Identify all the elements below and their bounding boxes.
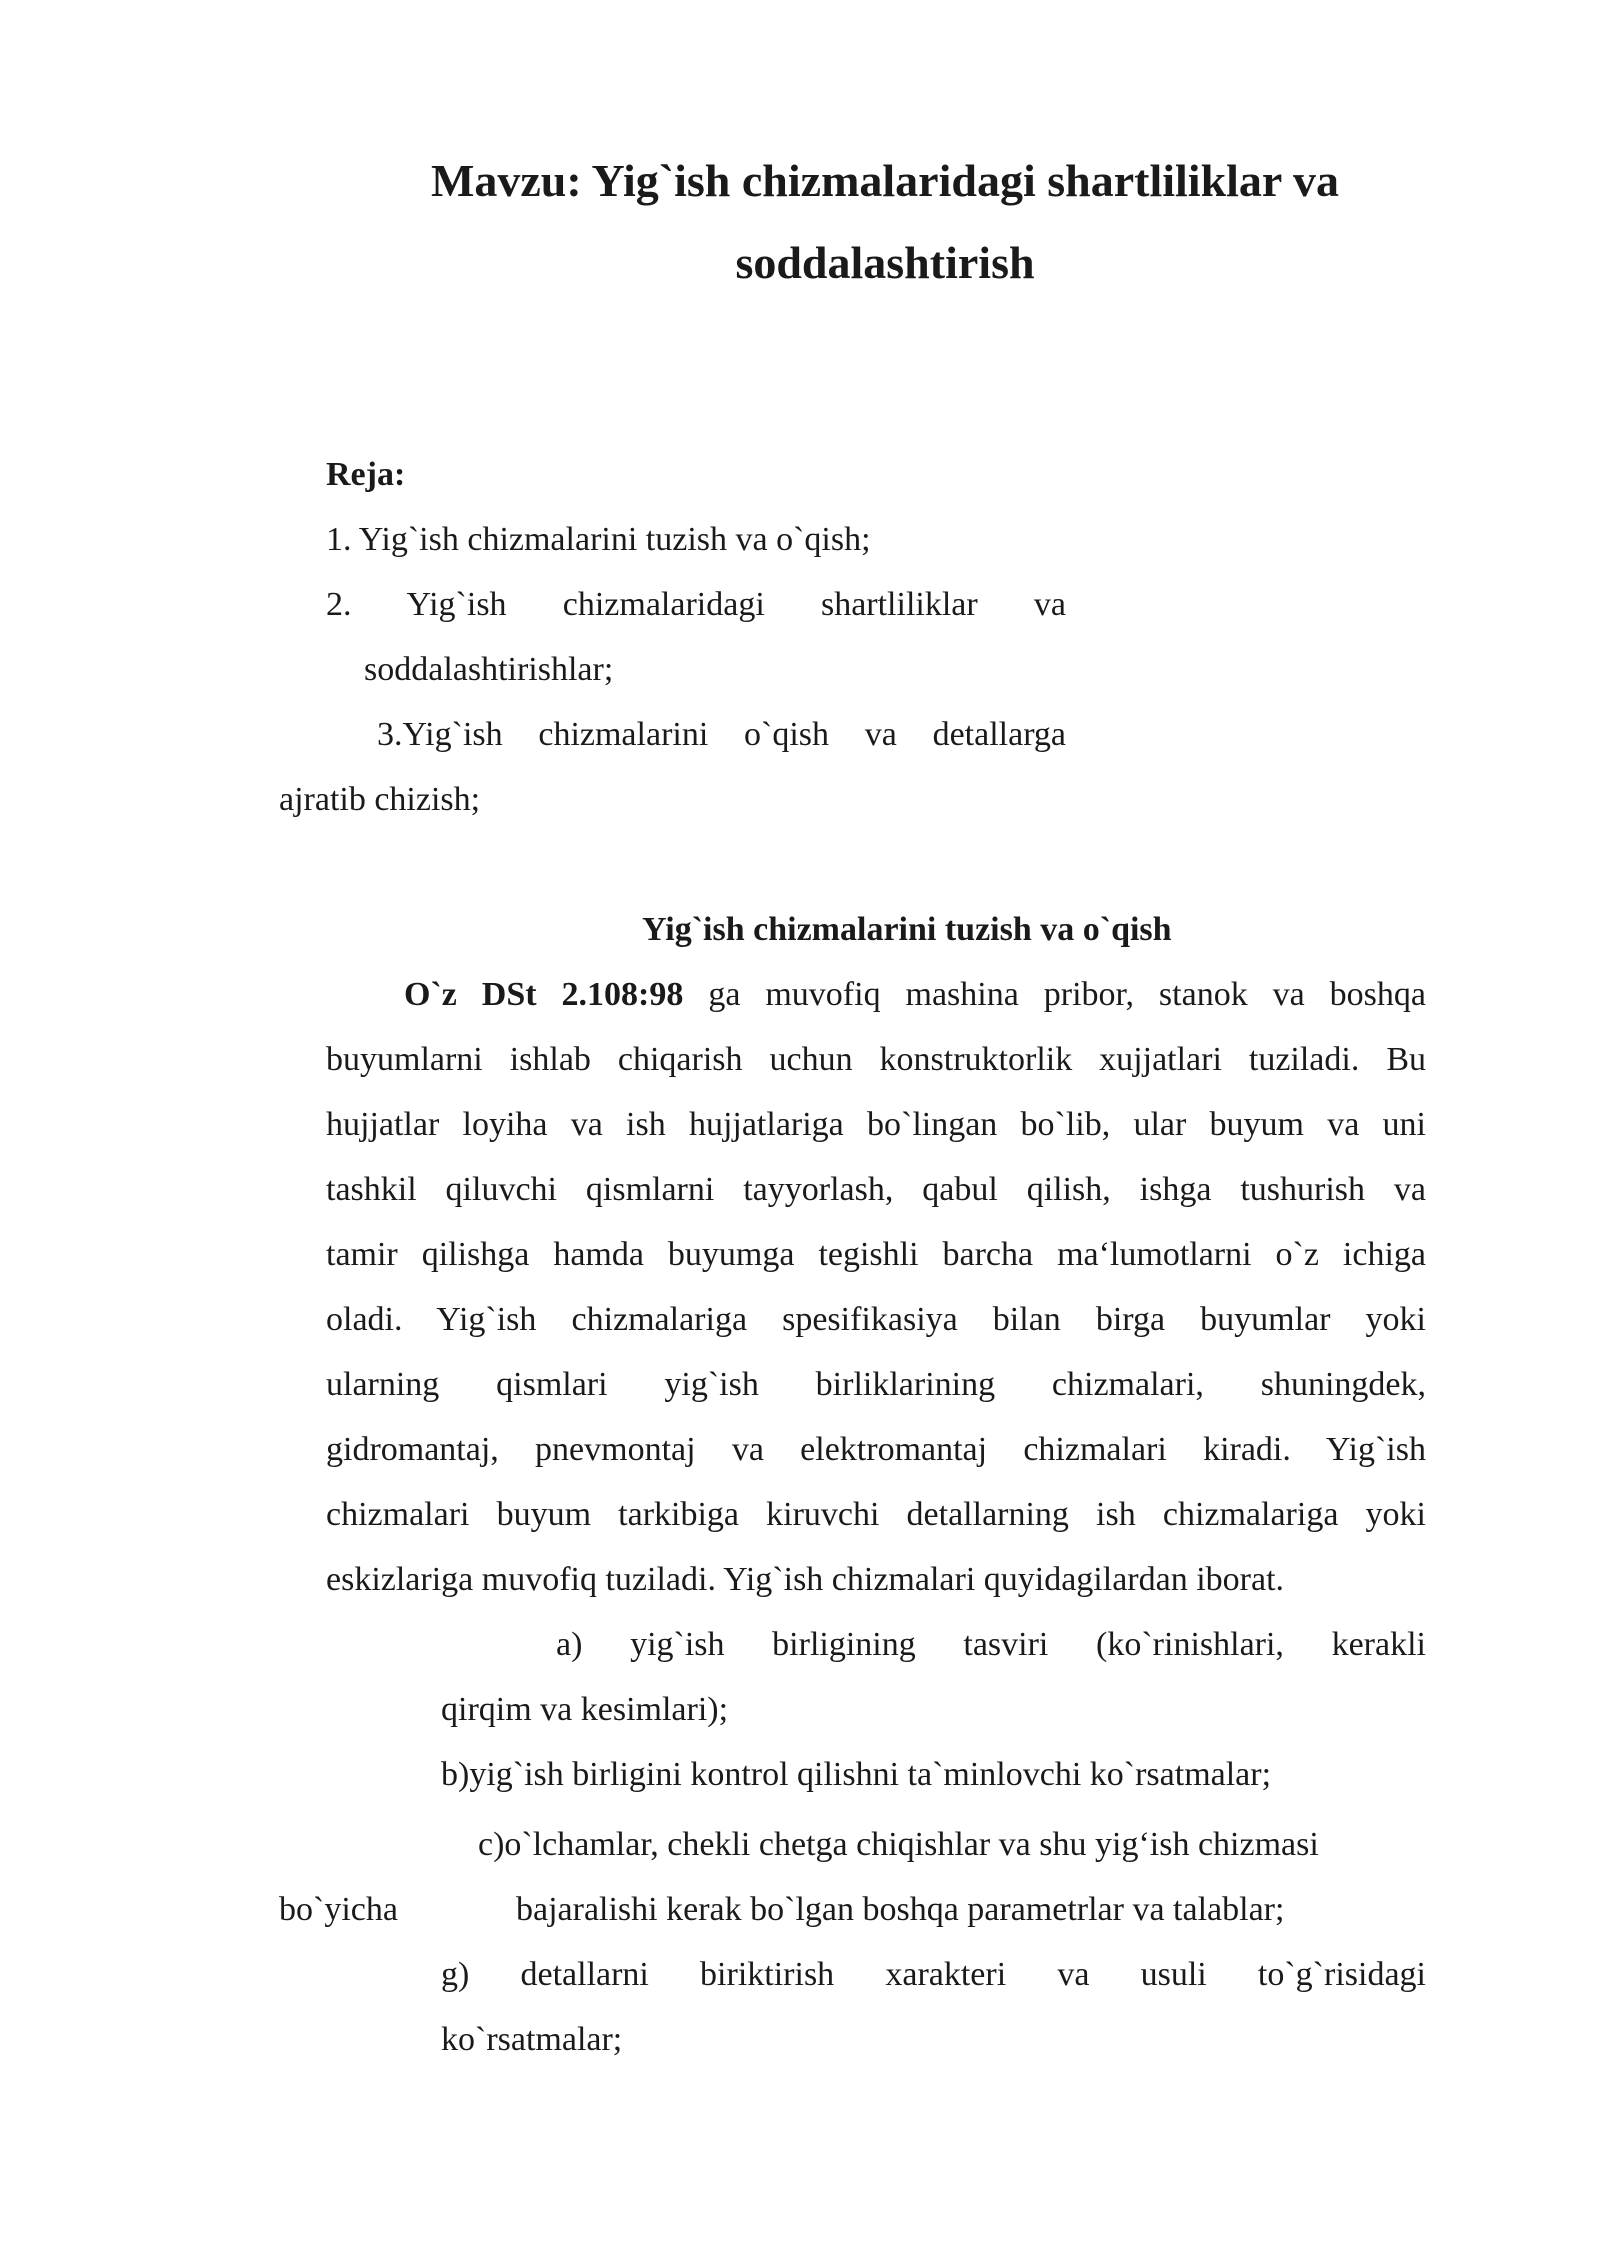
title-line-2: soddalashtirish — [735, 237, 1035, 288]
list-item-c-line-2-right: bajaralishi kerak bo`lgan boshqa parametrlar va talablar; — [516, 1891, 1285, 1928]
list-item-a-line-2: qirqim va kesimlari); — [441, 1691, 729, 1728]
paragraph-line: hujjatlar loyiha va ish hujjatlariga bo`lingan bo`lib, ular buyum va uni — [326, 1106, 1426, 1143]
list-item-g-line-1: g) detallarni biriktirish xarakteri va usuli to`g`risidagi — [441, 1956, 1426, 1993]
paragraph-line: tamir qilishga hamda buyumga tegishli barcha ma‘lumotlarni o`z ichiga — [326, 1236, 1426, 1273]
list-item-a-line-1: a) yig`ish birligining tasviri (ko`rinishlari, kerakli — [556, 1626, 1426, 1663]
plan-heading: Reja: — [326, 456, 406, 493]
paragraph-line: chizmalari buyum tarkibiga kiruvchi detallarning ish chizmalariga yoki — [326, 1496, 1426, 1533]
paragraph-line-1 — [404, 962, 1426, 1027]
plan-item-2-line-1: 2. Yig`ish chizmalaridagi shartliliklar va — [326, 586, 1066, 623]
plan-item-3-line-1: 3.Yig`ish chizmalarini o`qish va detallarga — [377, 716, 1066, 753]
list-item-g-line-2: ko`rsatmalar; — [441, 2021, 623, 2058]
paragraph-line: gidromantaj, pnevmontaj va elektromantaj chizmalari kiradi. Yig`ish — [326, 1431, 1426, 1468]
paragraph-line: buyumlarni ishlab chiqarish uchun konstruktorlik xujjatlari tuziladi. Bu — [326, 1041, 1426, 1078]
plan-item-1: 1. Yig`ish chizmalarini tuzish va o`qish; — [326, 521, 871, 558]
paragraph-last-line: eskizlariga muvofiq tuziladi. Yig`ish chizmalari quyidagilardan iborat. — [326, 1561, 1285, 1598]
paragraph-line: oladi. Yig`ish chizmalariga spesifikasiya bilan birga buyumlar yoki — [326, 1301, 1426, 1338]
list-item-c-line-2-left: bo`yicha — [279, 1891, 398, 1928]
plan-item-2-line-2: soddalashtirishlar; — [364, 651, 614, 688]
paragraph-line-1-text: ga muvofiq mashina pribor, stanok va boshqa — [708, 976, 1427, 1013]
paragraph-line: tashkil qiluvchi qismlarni tayyorlash, qabul qilish, ishga tushurish va — [326, 1171, 1426, 1208]
section-heading: Yig`ish chizmalarini tuzish va o`qish — [642, 911, 1172, 948]
list-item-c-line-1: c)o`lchamlar, chekli chetga chiqishlar va shu yig‘ish chizmasi — [478, 1826, 1319, 1863]
title-line-1: Mavzu: Yig`ish chizmalaridagi shartliliklar va — [430, 155, 1340, 206]
plan-item-3-line-2: ajratib chizish; — [279, 781, 481, 818]
paragraph-line: ularning qismlari yig`ish birliklarining chizmalari, shuningdek, — [326, 1366, 1426, 1403]
standard-code: O`z DSt 2.108:98 — [404, 976, 684, 1013]
page-title — [330, 140, 1440, 304]
list-item-b: b)yig`ish birligini kontrol qilishni ta`minlovchi ko`rsatmalar; — [441, 1756, 1272, 1793]
